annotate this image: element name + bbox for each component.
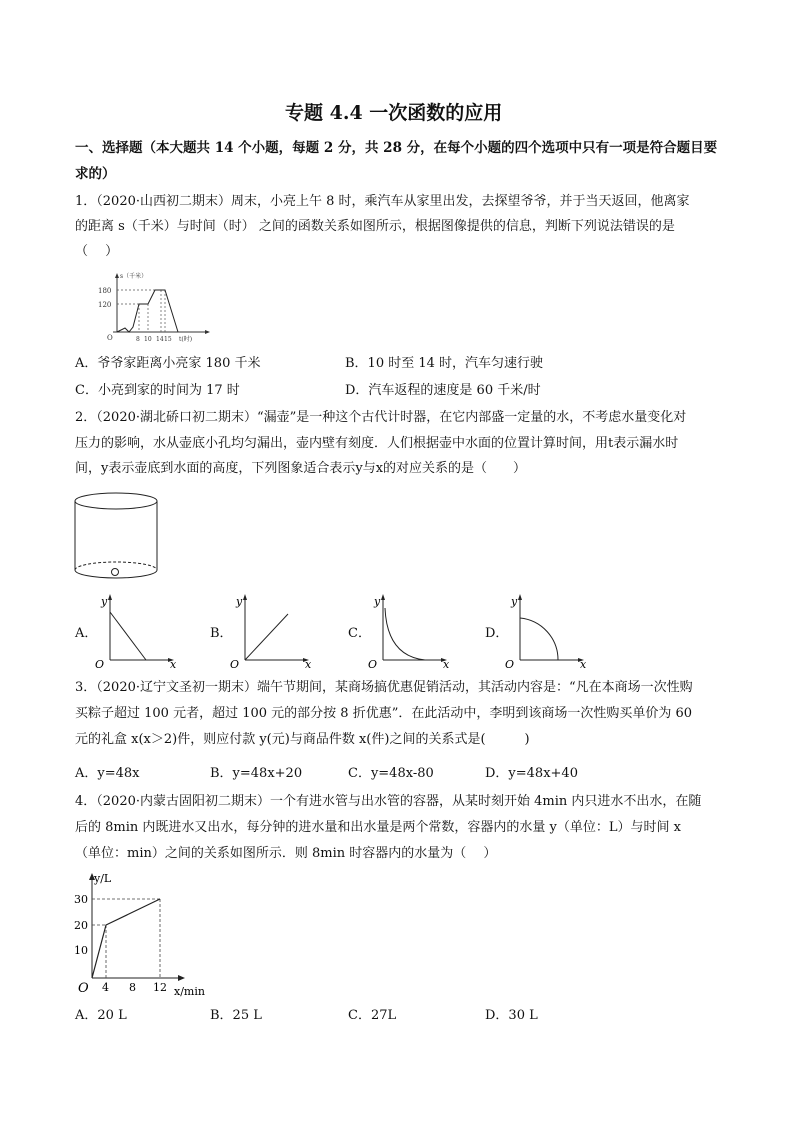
q2-graph-a xyxy=(90,590,180,670)
q3-line-1: 3．（2020·辽宁文圣初一期末）端午节期间，某商场搞优惠促销活动，其活动内容是：“凡在本商场一次性购 xyxy=(75,680,693,695)
increasing-line xyxy=(245,614,288,660)
q4-xtick-4: 4 xyxy=(102,981,109,994)
concave-curve xyxy=(385,608,425,660)
y-label: y xyxy=(236,595,243,608)
x-label: x xyxy=(305,658,312,670)
section-header-line-1: 一、选择题（本大题共 14 个小题，每题 2 分，共 28 分，在每个小题的四个选项中只有一项是符合题目要 xyxy=(75,140,718,156)
q2-option-d-label: D． xyxy=(485,626,509,641)
q1-option-c: C．小亮到家的时间为 17 时 xyxy=(75,383,240,398)
x-label: x xyxy=(443,658,450,670)
q4-xtick-12: 12 xyxy=(153,981,167,994)
q4-x-label: x/min xyxy=(174,985,205,998)
q1-xtick-8: 8 xyxy=(136,336,140,342)
q4-graph-line xyxy=(92,899,160,978)
q2-graph-b xyxy=(225,590,315,670)
q1-option-a: A．爷爷家距离小亮家 180 千米 xyxy=(75,356,261,371)
q1-line-3: （ ） xyxy=(75,244,119,259)
q1-option-d: D．汽车返程的速度是 60 千米/时 xyxy=(345,383,541,398)
decreasing-line xyxy=(110,612,146,660)
y-label: y xyxy=(511,595,518,608)
q3-line-3: 元的礼盒 x(x＞2)件，则应付款 y(元)与商品件数 x(件)之间的关系式是( ) xyxy=(75,732,530,747)
q1-xtick-14: 14 xyxy=(156,336,164,342)
q1-ytick-180: 180 xyxy=(98,287,112,295)
arrow-y xyxy=(381,594,385,600)
origin-label: O xyxy=(505,658,515,670)
q2-option-b-label: B． xyxy=(210,626,233,641)
arrow-y xyxy=(108,594,112,600)
q1-xtick-10: 10 xyxy=(144,336,152,342)
q1-line-1: 1．（2020·山西初二期末）周末，小亮上午 8 时，乘汽车从家里出发，去探望爷爷，并于当天返回，他离家 xyxy=(75,194,690,209)
q4-option-a: A．20 L xyxy=(75,1008,127,1023)
water-clock-cylinder xyxy=(70,490,162,585)
q4-line-3: （单位：min）之间的关系如图所示．则 8min 时容器内的水量为（ ） xyxy=(75,846,497,861)
q1-graph-line xyxy=(117,290,178,332)
q4-origin: O xyxy=(78,981,89,996)
origin-label: O xyxy=(95,658,105,670)
q2-line-1: 2．（2020·湖北硚口初二期末）“漏壶”是一种这个古代计时器，在它内部盛一定量的水，不考虑水量变化对 xyxy=(75,410,687,425)
q2-graph-d xyxy=(500,590,590,670)
q1-graph xyxy=(95,270,225,342)
arrow-y xyxy=(243,594,247,600)
leak-hole-icon xyxy=(112,569,119,576)
y-label: y xyxy=(101,595,108,608)
q1-y-arrow xyxy=(115,273,119,278)
q1-option-b: B．10 时至 14 时，汽车匀速行驶 xyxy=(345,356,544,371)
q4-ytick-10: 10 xyxy=(74,944,88,957)
q4-line-1: 4．（2020·内蒙古固阳初二期末）一个有进水管与出水管的容器，从某时刻开始 4min 内只进水不出水，在随 xyxy=(75,794,702,809)
x-label: x xyxy=(580,658,587,670)
q3-line-2: 买粽子超过 100 元者，超过 100 元的部分按 8 折优惠”．在此活动中，李明到该商场一次性购买单价为 60 xyxy=(75,706,693,721)
q4-option-d: D．30 L xyxy=(485,1008,538,1023)
q2-line-3: 间，y表示壶底到水面的高度，下列图象适合表示y与x的对应关系的是（ ） xyxy=(75,461,527,476)
q3-option-b: B．y=48x+20 xyxy=(210,766,303,781)
q4-ytick-30: 30 xyxy=(74,893,88,906)
page-title: 专题 4.4 一次函数的应用 xyxy=(285,102,503,124)
q1-origin: O xyxy=(107,334,113,342)
origin-label: O xyxy=(230,658,240,670)
q3-option-c: C．y=48x-80 xyxy=(348,766,434,781)
y-label: y xyxy=(374,595,381,608)
cylinder-bottom-front xyxy=(75,570,157,578)
q2-option-a-label: A． xyxy=(75,626,98,641)
q1-x-label: t(时) xyxy=(179,336,193,342)
q3-option-a: A．y=48x xyxy=(75,766,140,781)
q4-ytick-20: 20 xyxy=(74,919,88,932)
q4-option-b: B．25 L xyxy=(210,1008,262,1023)
q1-ytick-120: 120 xyxy=(98,301,112,309)
q1-xtick-15: 15 xyxy=(164,336,172,342)
q2-graph-c xyxy=(363,590,453,670)
origin-label: O xyxy=(368,658,378,670)
q4-xtick-8: 8 xyxy=(129,981,136,994)
arrow-y xyxy=(518,594,522,600)
q1-x-arrow xyxy=(205,330,210,334)
cylinder-top xyxy=(75,493,157,509)
q1-line-2: 的距离 s（千米）与时间（时） 之间的函数关系如图所示，根据图像提供的信息，判断下列说法错误的是 xyxy=(75,219,675,234)
q4-y-label: y/L xyxy=(94,872,112,885)
q4-x-arrow xyxy=(178,975,185,981)
q4-line-2: 后的 8min 内既进水又出水，每分钟的进水量和出水量是两个常数，容器内的水量 y（单位：L）与时间 x xyxy=(75,820,681,835)
quarter-arc xyxy=(520,618,558,660)
x-label: x xyxy=(170,658,177,670)
q3-option-d: D．y=48x+40 xyxy=(485,766,578,781)
q2-option-c-label: C． xyxy=(348,626,371,641)
q4-option-c: C．27L xyxy=(348,1008,397,1023)
q4-graph xyxy=(68,868,218,998)
q1-y-label: s（千米） xyxy=(120,273,148,280)
section-header-line-2: 求的） xyxy=(75,166,116,182)
q2-line-2: 压力的影响，水从壶底小孔均匀漏出，壶内壁有刻度．人们根据壶中水面的位置计算时间，用t表示漏水时 xyxy=(75,436,679,451)
